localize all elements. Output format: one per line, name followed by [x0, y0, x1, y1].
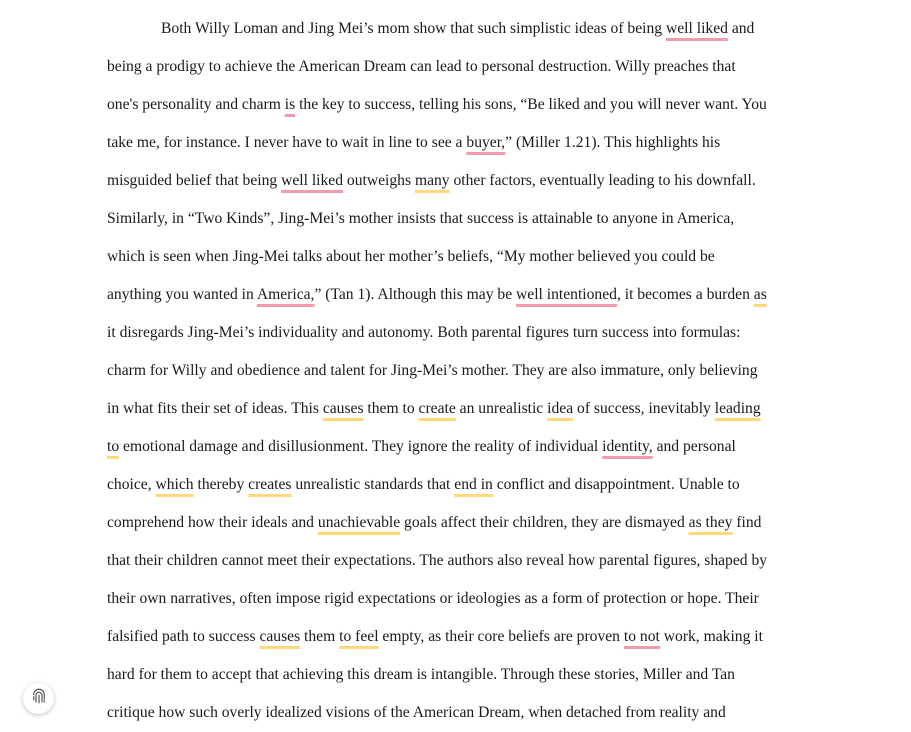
paragraph-line — [107, 352, 827, 390]
text-run: goals affect their children, they are dismayed — [400, 514, 689, 531]
text-run: and — [727, 20, 755, 37]
text-run: Similarly, in “Two Kinds”, Jing-Mei’s mother insists that success is attainable to anyone in America, — [107, 210, 735, 227]
grammar-suggestion[interactable]: causes — [259, 628, 301, 645]
grammar-suggestion[interactable]: which — [155, 476, 194, 493]
text-run: charm for Willy and obedience and talent for Jing-Mei’s mother. They are also immature, only believing — [107, 362, 758, 379]
spelling-suggestion[interactable]: well liked — [665, 20, 728, 37]
text-run: falsified path to success — [107, 628, 260, 645]
paragraph-line — [107, 580, 827, 618]
text-run: them to — [363, 400, 419, 417]
spelling-suggestion[interactable]: well liked — [281, 172, 344, 189]
text-run: thereby — [193, 476, 249, 493]
grammar-suggestion[interactable]: many — [414, 172, 450, 189]
text-run: their own narratives, often impose rigid expectations or ideologies as a form of protection or hope. Their — [107, 590, 759, 607]
text-run: being a prodigy to achieve the American Dream can lead to personal destruction. Willy preaches that — [107, 58, 736, 75]
paragraph-line — [107, 656, 827, 694]
paragraph-line — [107, 162, 827, 200]
text-run: other factors, eventually leading to his downfall. — [449, 172, 756, 189]
paragraph-line — [107, 48, 827, 86]
text-run: comprehend how their ideals and — [107, 514, 318, 531]
spelling-suggestion[interactable]: buyer, — [466, 134, 506, 151]
spelling-suggestion[interactable]: to not — [623, 628, 660, 645]
text-run: empty, as their core beliefs are proven — [378, 628, 624, 645]
paragraph-line — [107, 542, 827, 580]
paragraph-line — [107, 390, 827, 428]
text-run: outweighs — [343, 172, 415, 189]
document-body[interactable] — [107, 10, 827, 732]
paragraph-line — [107, 276, 827, 314]
text-run: find — [732, 514, 762, 531]
text-run: ” (Tan 1). Although this may be — [314, 286, 517, 303]
spelling-suggestion[interactable]: identity, — [602, 438, 653, 455]
grammar-suggestion[interactable]: idea — [547, 400, 574, 417]
grammar-suggestion[interactable]: create — [418, 400, 456, 417]
text-run: that their children cannot meet their expectations. The authors also reveal how parental figures, shaped by — [107, 552, 768, 569]
text-run: them — [300, 628, 340, 645]
text-run: take me, for instance. I never have to wait in line to see a — [107, 134, 467, 151]
spelling-suggestion[interactable]: is — [284, 96, 296, 113]
text-run: , it becomes a burden — [616, 286, 754, 303]
paragraph-line — [107, 618, 827, 656]
text-run: emotional damage and disillusionment. They ignore the reality of individual — [119, 438, 603, 455]
text-run: work, making it — [659, 628, 763, 645]
fingerprint-icon — [30, 687, 48, 710]
paragraph-line — [107, 504, 827, 542]
paragraph-line — [107, 200, 827, 238]
text-run: anything you wanted in — [107, 286, 257, 303]
fingerprint-button[interactable] — [23, 683, 54, 714]
paragraph-line — [107, 238, 827, 276]
text-run: one's personality and charm — [107, 96, 285, 113]
text-run: conflict and disappointment. Unable to — [492, 476, 740, 493]
paragraph-line — [107, 694, 827, 732]
text-run: unrealistic standards that — [291, 476, 455, 493]
grammar-suggestion[interactable]: to feel — [339, 628, 379, 645]
text-run: it disregards Jing-Mei’s individuality and autonomy. Both parental figures turn success into formulas: — [107, 324, 741, 341]
paragraph-line — [107, 10, 827, 48]
grammar-suggestion[interactable]: end in — [454, 476, 493, 493]
grammar-suggestion[interactable]: creates — [248, 476, 292, 493]
paragraph-line — [107, 428, 827, 466]
text-run: the key to success, telling his sons, “Be liked and you will never want. You — [295, 96, 767, 113]
text-run: ” (Miller 1.21). This highlights his — [505, 134, 721, 151]
spelling-suggestion[interactable]: well intentioned — [516, 286, 617, 303]
text-run: which is seen when Jing-Mei talks about her mother’s beliefs, “My mother believed you could be — [107, 248, 715, 265]
paragraph-line — [107, 466, 827, 504]
grammar-suggestion[interactable]: as they — [688, 514, 733, 531]
text-run: Both Willy Loman and Jing Mei’s mom show that such simplistic ideas of being — [161, 20, 666, 37]
text-run: and personal — [652, 438, 736, 455]
text-run: hard for them to accept that achieving this dream is intangible. Through these stories, Miller and Tan — [107, 666, 735, 683]
paragraph-line — [107, 86, 827, 124]
paragraph-line — [107, 314, 827, 352]
grammar-suggestion[interactable]: causes — [322, 400, 364, 417]
text-run: in what fits their set of ideas. This — [107, 400, 323, 417]
grammar-suggestion[interactable]: leading — [714, 400, 761, 417]
text-run: critique how such overly idealized visions of the American Dream, when detached from reality and — [107, 704, 726, 721]
grammar-suggestion[interactable]: as — [753, 286, 767, 303]
text-run: misguided belief that being — [107, 172, 282, 189]
text-run: an unrealistic — [455, 400, 548, 417]
grammar-suggestion[interactable]: to — [107, 438, 120, 455]
grammar-suggestion[interactable]: unachievable — [317, 514, 401, 531]
text-run: choice, — [107, 476, 156, 493]
text-run: of success, inevitably — [573, 400, 715, 417]
spelling-suggestion[interactable]: America, — [256, 286, 315, 303]
paragraph-line — [107, 124, 827, 162]
